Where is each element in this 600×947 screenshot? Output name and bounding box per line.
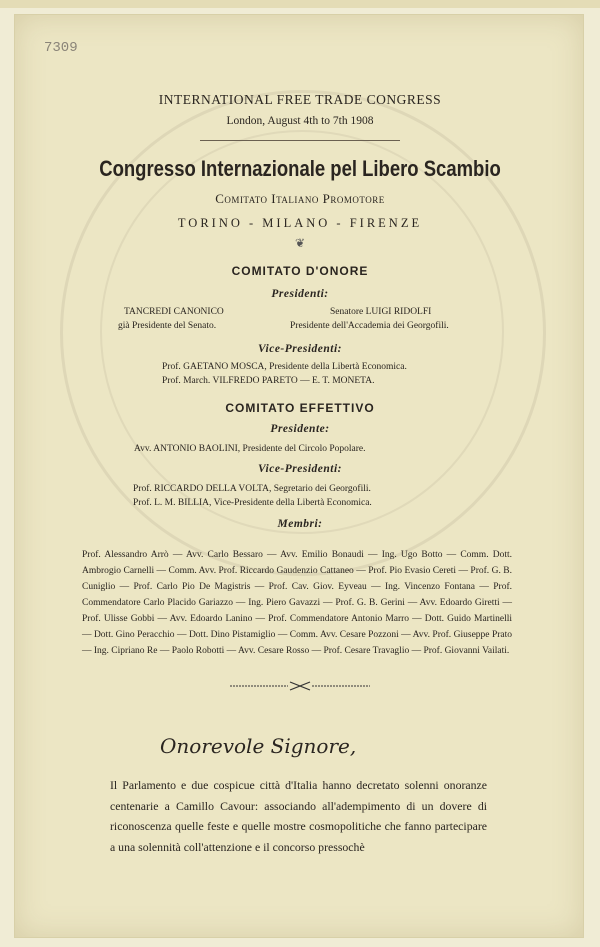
effettivo-vice-label: Vice-Presidenti: xyxy=(257,463,342,475)
comitato-effettivo-heading: COMITATO EFFETTIVO xyxy=(225,401,375,415)
vice-president-2: Prof. March. VILFREDO PARETO — E. T. MONETA. xyxy=(162,376,375,386)
vice-presidenti-label: Vice-Presidenti: xyxy=(257,343,342,355)
salutation: Onorevole Signore, xyxy=(160,734,357,758)
inventory-number: 7309 xyxy=(44,40,78,56)
top-fold xyxy=(0,0,600,8)
main-title: Congresso Internazionale pel Libero Scambio xyxy=(99,156,501,181)
membri-list: Prof. Alessandro Arrò — Avv. Carlo Bessaro — Avv. Emilio Bonaudi — Ing. Ugo Botto — Comm. Dott. Ambrogio Carnelli — Comm. Avv. Prof. Riccardo Gaudenzio Cattaneo — Prof. Pio Evasio Cereti — Prof. G. B. Cuniglio — Prof. Carlo Pio De Magistris — Prof. Cav. Giov. Eyveau — Ing. Vincenzo Fontana — Prof. Commendatore Carlo Placido Gariazzo — Ing. Piero Gavazzi — Prof. G. B. Gerini — Avv. Edoardo Giretti — Prof. Ulisse Gobbi — Avv. Edoardo Lanino — Prof. Commendatore Antonio Marro — Dott. Guido Martinelli — Dott. Gino Peracchio — Dott. Dino Pistamiglio — Comm. Avv. Cesare Pozzoni — Avv. Prof. Giuseppe Prato — Ing. Cipriano Re — Paolo Robotti — Avv. Cesare Rosso — Prof. Cesare Travaglio — Prof. Giovanni Vailati. xyxy=(82,550,512,656)
congress-english-title: INTERNATIONAL FREE TRADE CONGRESS xyxy=(158,92,442,107)
presidente: Avv. ANTONIO BAOLINI, Presidente del Circolo Popolare. xyxy=(134,444,366,454)
membri-label: Membri: xyxy=(277,518,323,530)
comitato-onore-heading: COMITATO D'ONORE xyxy=(231,264,369,278)
effettivo-vice-1: Prof. RICCARDO DELLA VOLTA, Segretario dei Georgofili. xyxy=(133,484,371,494)
subtitle: Comitato Italiano Promotore xyxy=(215,191,385,206)
president-2-title: Presidente dell'Accademia dei Georgofili. xyxy=(290,321,449,331)
president-1-title: già Presidente del Senato. xyxy=(118,321,217,331)
vice-president-1: Prof. GAETANO MOSCA, Presidente della Libertà Economica. xyxy=(162,362,407,372)
presidenti-label: Presidenti: xyxy=(271,288,329,300)
cities: TORINO - MILANO - FIRENZE xyxy=(177,216,423,230)
congress-dates: London, August 4th to 7th 1908 xyxy=(226,115,374,127)
president-2-name: Senatore LUIGI RIDOLFI xyxy=(330,307,432,317)
presidente-label: Presidente: xyxy=(270,423,330,435)
divider-ornament-icon xyxy=(230,681,370,691)
letter-body: Il Parlamento e due cospicue città d'Italia hanno decretato solenni onoranze centenarie a Camillo Cavour: associando all'adempimento di un dovere di riconoscenza quelle feste e quelle mostre cosmopolitiche che fanno partecipare a una solennità coll'attenzione e il concorso pressochè xyxy=(110,778,487,854)
president-1-name: TANCREDI CANONICO xyxy=(124,307,224,317)
effettivo-vice-2: Prof. L. M. BILLIA, Vice-Presidente della Libertà Economica. xyxy=(133,498,372,508)
ornament-icon: ❦ xyxy=(294,236,306,250)
divider-rule xyxy=(200,140,400,141)
